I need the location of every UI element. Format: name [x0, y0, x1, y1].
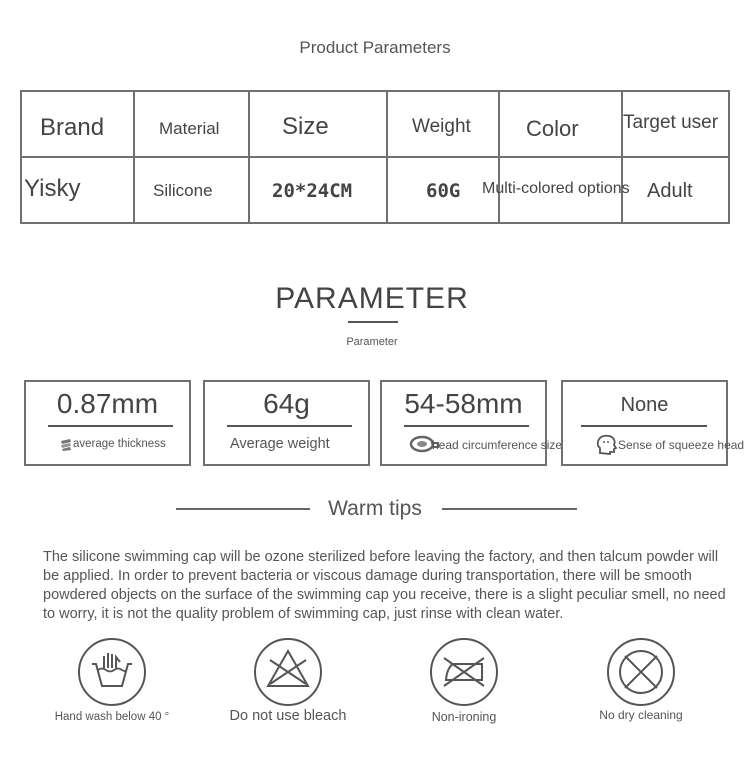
no-dry-clean-icon	[561, 636, 721, 708]
product-parameters-table	[20, 90, 730, 224]
value-color: Multi-colored options	[499, 157, 622, 223]
value-target-user: Adult	[622, 157, 729, 223]
no-dry-clean-label: No dry cleaning	[599, 708, 683, 722]
weight-label: Average weight	[230, 436, 330, 452]
page-title: Product Parameters	[299, 38, 451, 57]
head-circumference-card	[380, 380, 563, 466]
no-bleach-label: Do not use bleach	[229, 708, 347, 724]
hand-wash-item	[32, 636, 192, 723]
value-weight: 60G	[387, 157, 499, 223]
thickness-label: average thickness	[73, 438, 166, 450]
heading-underline	[348, 321, 398, 323]
card-divider	[227, 425, 352, 427]
header-color: Color	[499, 91, 622, 157]
no-bleach-icon	[208, 636, 368, 708]
table-value-row	[21, 157, 729, 223]
no-bleach-item	[208, 636, 368, 724]
hand-wash-label: Hand wash below 40 °	[54, 711, 170, 723]
no-iron-icon	[384, 636, 544, 708]
header-brand: Brand	[21, 91, 134, 157]
thickness-card	[24, 380, 191, 466]
header-size: Size	[249, 91, 387, 157]
header-material: Material	[134, 91, 249, 157]
squeeze-card	[561, 380, 745, 466]
warm-tips-title: Warm tips	[328, 497, 422, 520]
tips-right-divider	[442, 508, 577, 510]
no-iron-item	[384, 636, 544, 724]
thickness-value: 0.87mm	[56, 388, 159, 419]
card-divider	[48, 425, 173, 427]
head-circumference-value: 54-58mm	[404, 388, 523, 419]
head-circumference-label: head circumference size	[432, 438, 563, 452]
header-target-user: Target user	[622, 91, 729, 157]
no-dry-clean-item	[561, 636, 721, 722]
card-divider	[404, 425, 529, 427]
weight-value: 64g	[263, 388, 310, 419]
card-divider	[581, 425, 707, 427]
no-iron-label: Non-ironing	[431, 710, 497, 724]
parameter-subheading: Parameter	[346, 336, 398, 348]
value-brand: Yisky	[21, 157, 134, 223]
squeeze-label: Sense of squeeze head	[618, 438, 745, 452]
value-size: 20*24CM	[249, 157, 387, 223]
parameter-heading: PARAMETER	[275, 282, 469, 315]
thickness-icon	[59, 438, 73, 457]
head-icon	[595, 433, 619, 462]
squeeze-value: None	[620, 394, 669, 416]
weight-card	[203, 380, 370, 466]
hand-wash-icon	[32, 636, 192, 708]
value-material: Silicone	[134, 157, 249, 223]
header-weight: Weight	[387, 91, 499, 157]
warm-tips-text: The silicone swimming cap will be ozone sterilized before leaving the factory, and then talcum powder will be applied. In order to prevent bacteria or viscous damage during transportation, there will be smooth powdered objects on the surface of the swimming cap you receive, there is a slight peculiar smell, no need to worry, it is not the quality problem of swimming cap, just rinse with clean water.	[43, 549, 726, 622]
table-header-row	[21, 91, 729, 157]
